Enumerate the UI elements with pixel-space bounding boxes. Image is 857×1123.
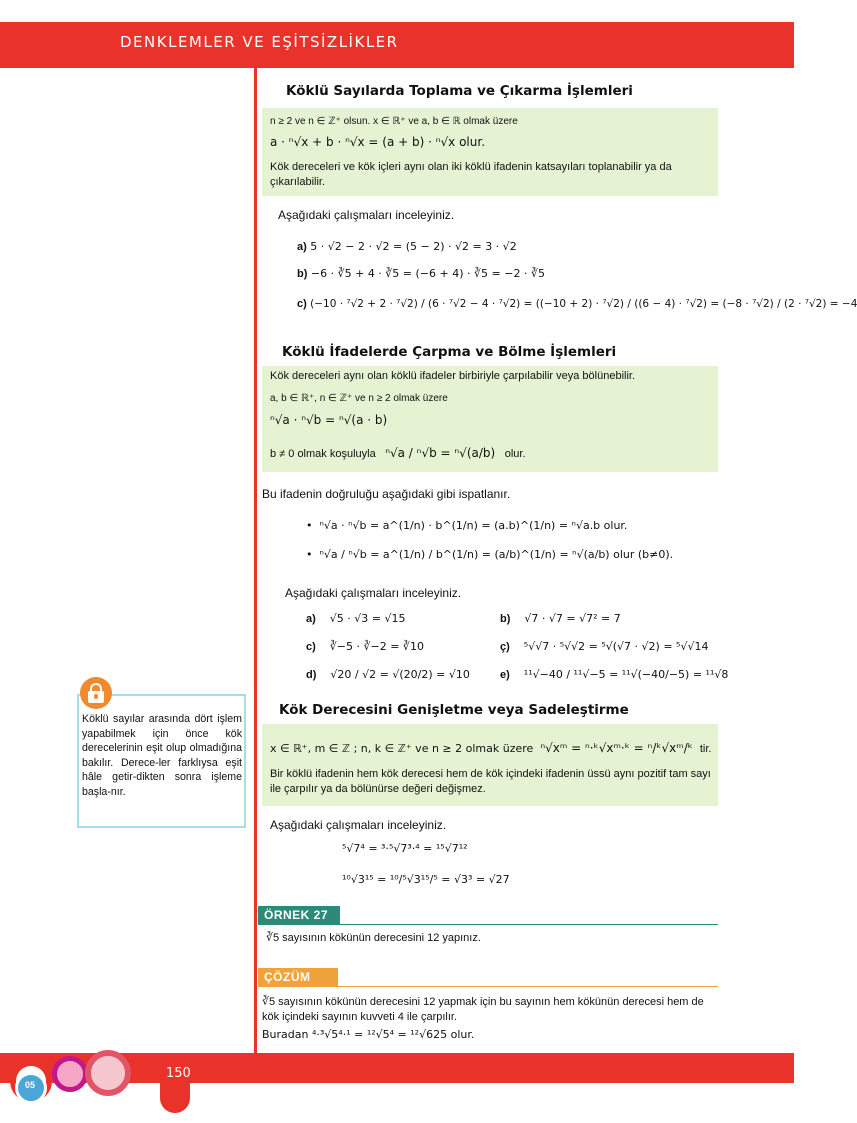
header-corner xyxy=(764,0,794,22)
solution-result: Buradan ⁴·³√5⁴·¹ = ¹²√5⁴ = ¹²√625 olur. xyxy=(262,1028,475,1041)
proof-line: • ⁿ√a / ⁿ√b = a^(1/n) / b^(1/n) = (a/b)^(1/n) = ⁿ√(a/b) olur (b≠0). xyxy=(306,548,674,561)
gear-icon xyxy=(85,1050,131,1096)
gear-icon xyxy=(52,1056,88,1092)
example-label: b) xyxy=(297,268,308,280)
example-tag: ÖRNEK 27 xyxy=(258,906,340,924)
section-title-addition: Köklü Sayılarda Toplama ve Çıkarma İşlemleri xyxy=(286,83,633,99)
solution-tag-rule xyxy=(258,986,718,987)
example-row: e) ¹¹√−40 / ¹¹√−5 = ¹¹√(−40/−5) = ¹¹√8 xyxy=(500,668,729,681)
example-expression: (−10 · ⁷√2 + 2 · ⁷√2) / (6 · ⁷√2 − 4 · ⁷√2) = ((−10 + 2) · ⁷√2) / ((6 − 4) · ⁷√2) = (−8 · ⁷√2) / (2 · ⁷√2) = −4 xyxy=(310,298,857,310)
proof-intro: Bu ifadenin doğruluğu aşağıdaki gibi ispatlanır. xyxy=(262,487,511,501)
lock-icon xyxy=(80,677,112,709)
rule-condition: a, b ∈ ℝ⁺, n ∈ ℤ⁺ ve n ≥ 2 olmak üzere xyxy=(270,393,448,404)
examples-intro: Aşağıdaki çalışmaları inceleyiniz. xyxy=(270,818,447,832)
examples-intro: Aşağıdaki çalışmaları inceleyiniz. xyxy=(285,586,462,600)
solution-text: ∛5 sayısının kökünün derecesini 12 yapmak için bu sayının hem kökünün derecesi hem de kök içindeki sayının kuvveti 4 ile çarpılır. xyxy=(262,996,704,1023)
margin-rule xyxy=(254,68,257,1053)
example-label: a) xyxy=(297,241,307,253)
example-row xyxy=(297,240,517,253)
example-expression: −6 · ∛5 + 4 · ∛5 = (−6 + 4) · ∛5 = −2 · ∛5 xyxy=(310,267,545,280)
rule-formula: a · ⁿ√x + b · ⁿ√x = (a + b) · ⁿ√x olur. xyxy=(270,135,486,149)
chapter-title: DENKLEMLER VE EŞİTSİZLİKLER xyxy=(120,33,399,51)
example-expression: ⁵√7⁴ = ³·⁵√7³·⁴ = ¹⁵√7¹² xyxy=(342,842,468,855)
page-tab xyxy=(160,1053,190,1113)
rule-description: Kök dereceleri aynı olan köklü ifadeler birbiriyle çarpılabilir veya bölünebilir. xyxy=(270,370,636,382)
example-row xyxy=(297,298,857,310)
example-row: ç) ⁵√√7 · ⁵√√2 = ⁵√(√7 · √2) = ⁵√√14 xyxy=(500,640,709,653)
example-label: c) xyxy=(297,298,307,310)
rule-condition: n ≥ 2 ve n ∈ ℤ⁺ olsun. x ∈ ℝ⁺ ve a, b ∈ ℝ olmak üzere xyxy=(270,116,518,127)
rule-description: Bir köklü ifadenin hem kök derecesi hem de kök içindeki ifadenin üssü aynı pozitif tam sayı ile çarpılır ya da bölünürse değeri değişmez. xyxy=(270,768,711,795)
rule-formula-quotient: b ≠ 0 olmak koşuluyla ⁿ√a / ⁿ√b = ⁿ√(a/b) olur. xyxy=(270,446,526,460)
example-row: a) √5 · √3 = √15 xyxy=(306,612,406,625)
page-number: 150 xyxy=(166,1066,191,1081)
example-expression: ¹⁰√3¹⁵ = ¹⁰/⁵√3¹⁵/⁵ = √3³ = √27 xyxy=(342,873,510,886)
solution-tag: ÇÖZÜM xyxy=(258,968,338,986)
section-title-root-degree: Kök Derecesini Genişletme veya Sadeleştirme xyxy=(279,702,629,718)
rule-formula-product: ⁿ√a · ⁿ√b = ⁿ√(a · b) xyxy=(270,413,388,427)
example-row: c) ∛−5 · ∛−2 = ∛10 xyxy=(306,640,424,653)
section-title-multiplication: Köklü İfadelerde Çarpma ve Bölme İşlemleri xyxy=(282,344,617,360)
example-row: b) √7 · √7 = √7² = 7 xyxy=(500,612,621,625)
bullet: • xyxy=(306,548,320,561)
rule-formula-root-degree: x ∈ ℝ⁺, m ∈ ℤ ; n, k ∈ ℤ⁺ ve n ≥ 2 olmak üzere ⁿ√xᵐ = ⁿ·ᵏ√xᵐ·ᵏ = ⁿ/ᵏ√xᵐ/ᵏ tir. xyxy=(270,741,712,755)
example-row: d) √20 / √2 = √(20/2) = √10 xyxy=(306,668,470,681)
example-tag-rule xyxy=(258,924,718,925)
rule-description: Kök dereceleri ve kök içleri aynı olan iki köklü ifadenin katsayıları toplanabilir ya da çıkarılabilir. xyxy=(270,161,672,188)
example-question: ∛5 sayısının kökünün derecesini 12 yapınız. xyxy=(266,932,481,944)
sidebar-note-text: Köklü sayılar arasında dört işlem yapabilmek için önce kök derecelerinin eşit olup olmadığına bakılır. Derece-ler farklıysa eşit hâle getir-dikten sonra işleme başla-nır. xyxy=(82,713,242,798)
unit-number: 05 xyxy=(25,1080,36,1090)
proof-line: • ⁿ√a · ⁿ√b = a^(1/n) · b^(1/n) = (a.b)^(1/n) = ⁿ√a.b olur. xyxy=(306,519,628,532)
example-expression: 5 · √2 − 2 · √2 = (5 − 2) · √2 = 3 · √2 xyxy=(310,240,517,253)
bullet: • xyxy=(306,519,320,532)
examples-intro: Aşağıdaki çalışmaları inceleyiniz. xyxy=(278,208,455,222)
example-row xyxy=(297,267,545,280)
